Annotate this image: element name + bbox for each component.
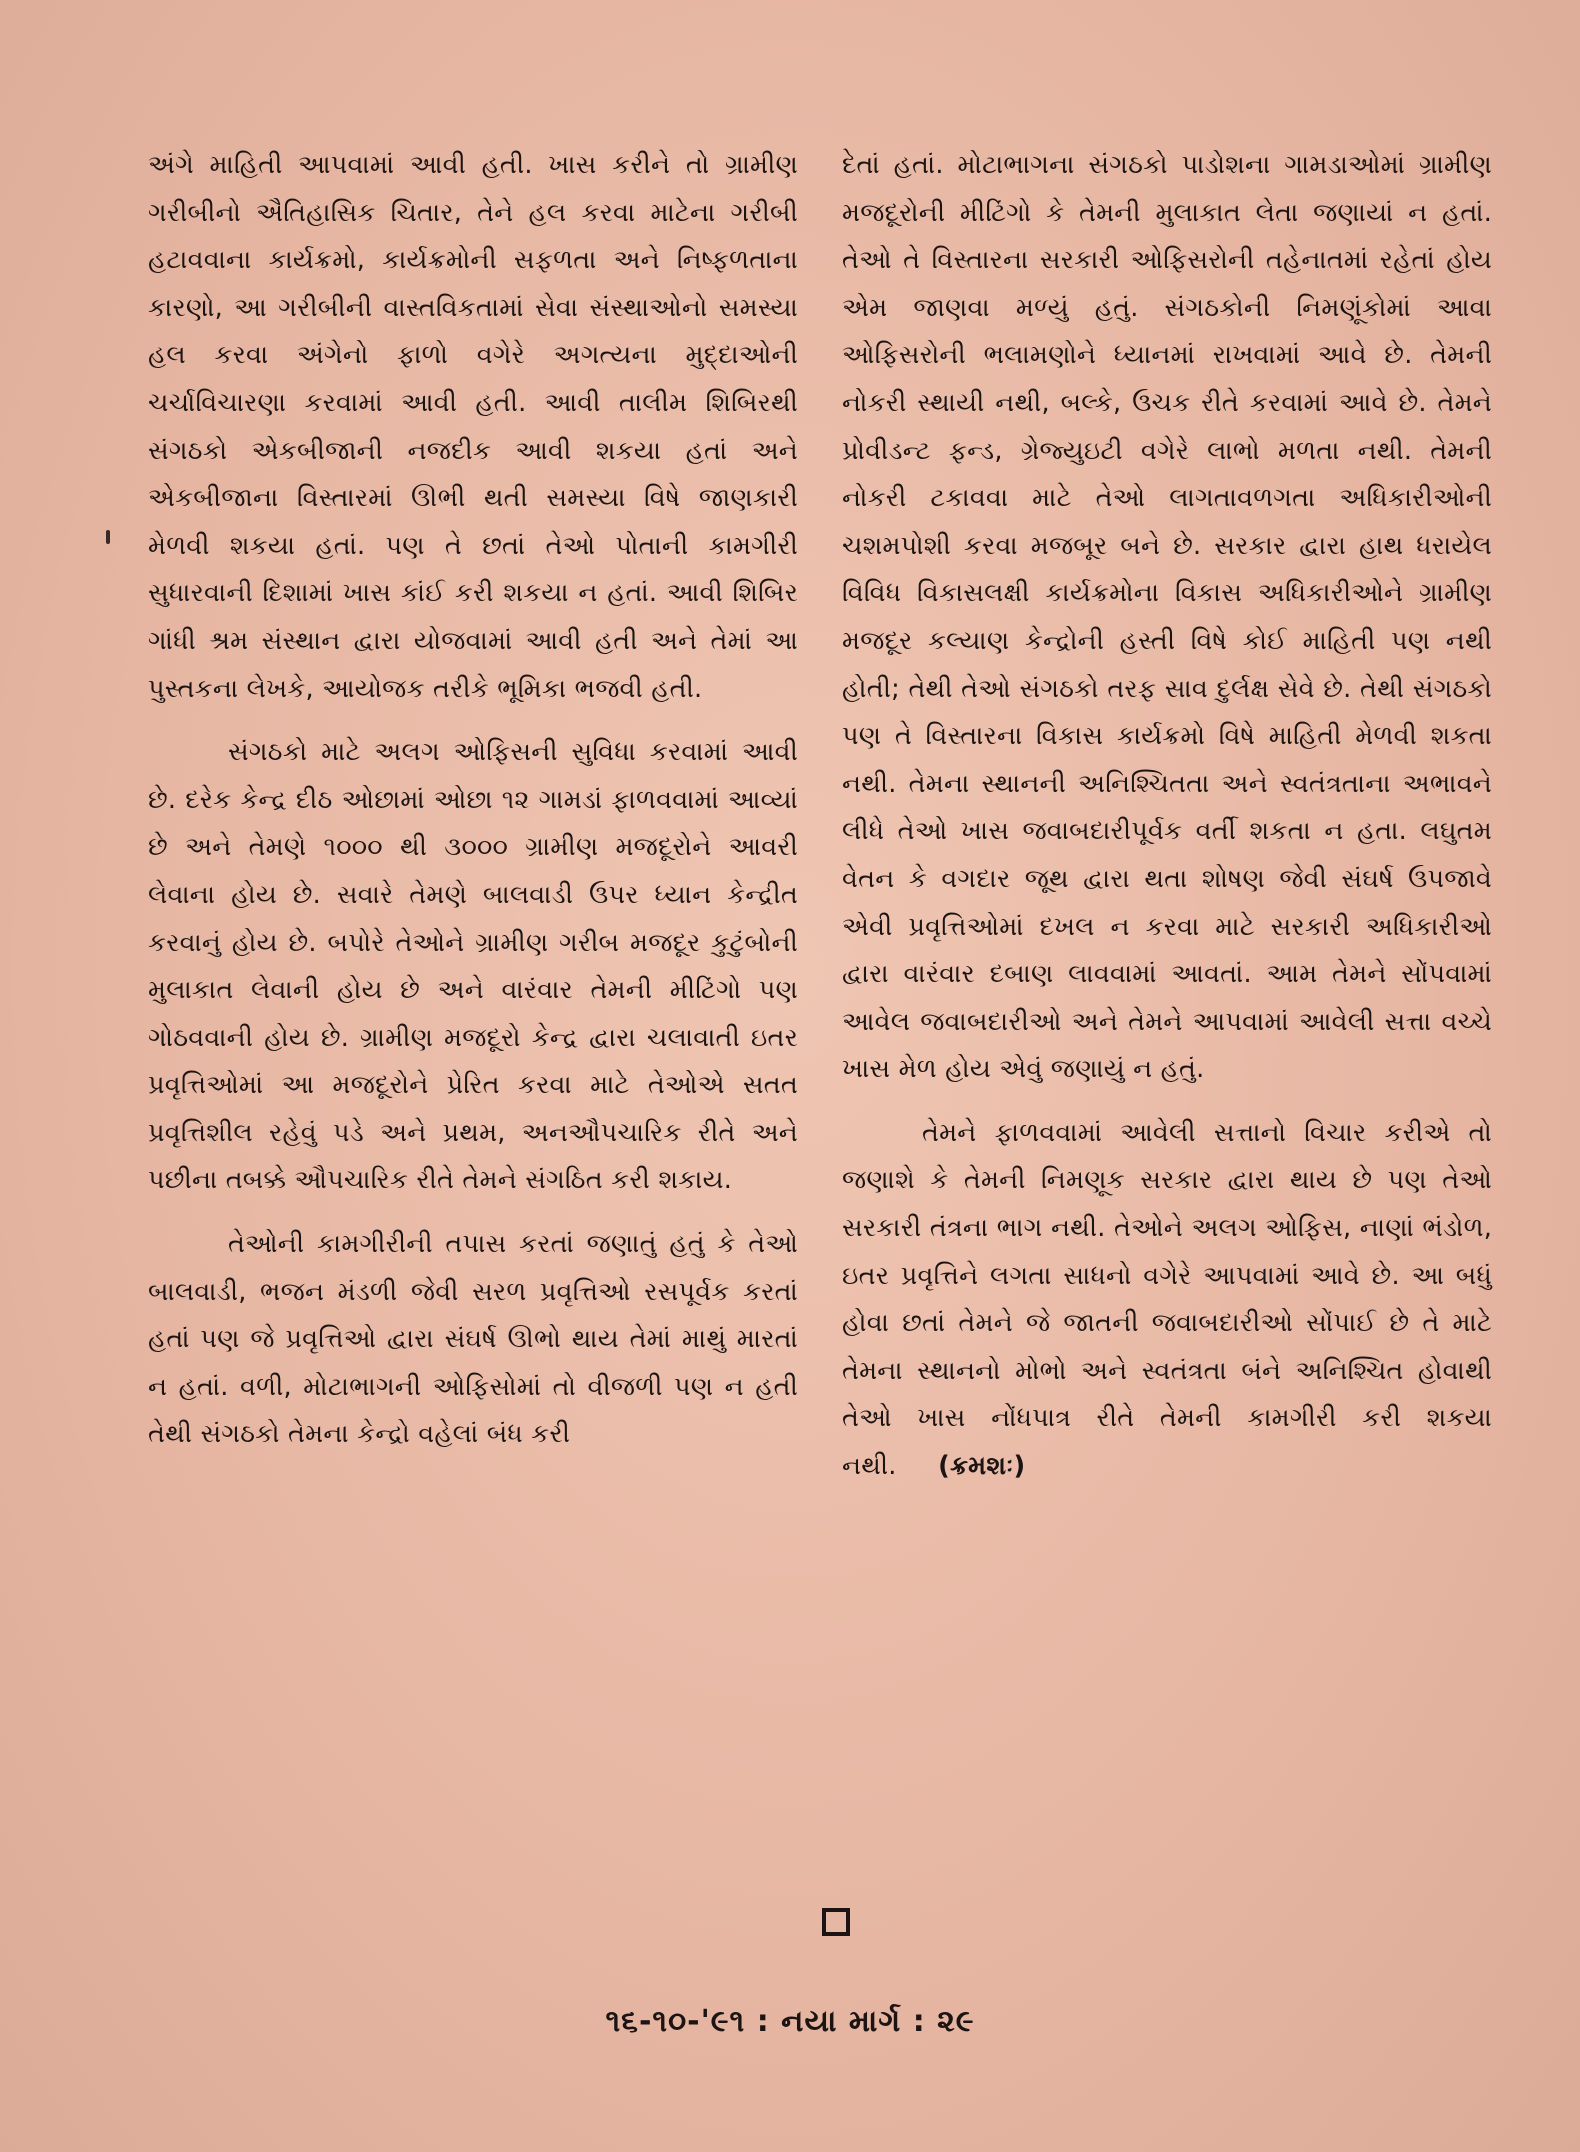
continued-label: (ક્રમશઃ): [938, 1451, 1026, 1482]
binding-mark: [106, 530, 110, 544]
left-paragraph-1: અંગે માહિતી આપવામાં આવી હતી. ખાસ કરીને તો ગ્રામીણ ગરીબીનો ઐતિહાસિક ચિતાર, તેને હલ કરવા માટેના ગરીબી હટાવવાના કાર્યક્રમો, કાર્યક્રમોની સફળતા અને નિષ્ફળતાના કારણો, આ ગરીબીની વાસ્તવિકતામાં સેવા સંસ્થાઓનો સમસ્યા હલ કરવા અંગેનો ફાળો વગેરે અગત્યના મુદ્દાઓની ચર્ચાવિચારણા કરવામાં આવી હતી. આવી તાલીમ શિબિરથી સંગઠકો એકબીજાની નજદીક આવી શકયા હતાં અને એકબીજાના વિસ્તારમાં ઊભી થતી સમસ્યા વિષે જાણકારી મેળવી શકયા હતાં. પણ તે છતાં તેઓ પોતાની કામગીરી સુધારવાની દિશામાં ખાસ કાંઈ કરી શકયા ન હતાં. આવી શિબિર ગાંધી શ્રમ સંસ્થાન દ્વારા યોજવામાં આવી હતી અને તેમાં આ પુસ્તકના લેખકે, આયોજક તરીકે ભૂમિકા ભજવી હતી.: [148, 150, 798, 704]
page-footer: ૧૬-૧૦-'૯૧ : નયા માર્ગ : ૨૯: [605, 2004, 975, 2039]
left-column: [148, 142, 798, 1459]
right-paragraph-2: [842, 1110, 1492, 1491]
right-column: [842, 142, 1492, 1491]
left-paragraph-2: સંગઠકો માટે અલગ ઓફિસની સુવિધા કરવામાં આવી છે. દરેક કેન્દ્ર દીઠ ઓછામાં ઓછા ૧૨ ગામડાં ફાળવવામાં આવ્યાં છે અને તેમણે ૧૦૦૦ થી ૩૦૦૦ ગ્રામીણ મજદૂરોને આવરી લેવાના હોય છે. સવારે તેમણે બાલવાડી ઉપર ધ્યાન કેન્દ્રીત કરવાનું હોય છે. બપોરે તેઓને ગ્રામીણ ગરીબ મજદૂર કુટુંબોની મુલાકાત લેવાની હોય છે અને વારંવાર તેમની મીટિંગો પણ ગોઠવવાની હોય છે. ગ્રામીણ મજદૂરો કેન્દ્ર દ્વારા ચલાવાતી ઇતર પ્રવૃત્તિઓમાં આ મજદૂરોને પ્રેરિત કરવા માટે તેઓએ સતત પ્રવૃત્તિશીલ રહેવું પડે અને પ્રથમ, અનઔપચારિક રીતે અને પછીના તબક્કે ઔપચારિક રીતે તેમને સંગઠિત કરી શકાય.: [148, 737, 798, 1196]
end-of-article-box: [822, 1908, 850, 1936]
left-paragraph-3: તેઓની કામગીરીની તપાસ કરતાં જણાતું હતું કે તેઓ બાલવાડી, ભજન મંડળી જેવી સરળ પ્રવૃત્તિઓ રસપૂર્વક કરતાં હતાં પણ જે પ્રવૃત્તિઓ દ્વારા સંઘર્ષ ઊભો થાય તેમાં માથું મારતાં ન હતાં. વળી, મોટાભાગની ઓફિસોમાં તો વીજળી પણ ન હતી તેથી સંગઠકો તેમના કેન્દ્રો વહેલાં બંધ કરી: [148, 1229, 798, 1450]
right-paragraph-1: દેતાં હતાં. મોટાભાગના સંગઠકો પાડોશના ગામડાઓમાં ગ્રામીણ મજદૂરોની મીટિંગો કે તેમની મુલાકાત લેતા જણાયાં ન હતાં. તેઓ તે વિસ્તારના સરકારી ઓફિસરોની તહેનાતમાં રહેતાં હોય એમ જાણવા મળ્યું હતું. સંગઠકોની નિમણૂંકોમાં આવા ઓફિસરોની ભલામણોને ધ્યાનમાં રાખવામાં આવે છે. તેમની નોકરી સ્થાયી નથી, બલ્કે, ઉચક રીતે કરવામાં આવે છે. તેમને પ્રોવીડન્ટ ફન્ડ, ગ્રેજ્યુઇટી વગેરે લાભો મળતા નથી. તેમની નોકરી ટકાવવા માટે તેઓ લાગતાવળગતા અધિકારીઓની ચશમપોશી કરવા મજબૂર બને છે. સરકાર દ્વારા હાથ ધરાયેલ વિવિધ વિકાસલક્ષી કાર્યક્રમોના વિકાસ અધિકારીઓને ગ્રામીણ મજદૂર કલ્યાણ કેન્દ્રોની હસ્તી વિષે કોઈ માહિતી પણ નથી હોતી; તેથી તેઓ સંગઠકો તરફ સાવ દુર્લક્ષ સેવે છે. તેથી સંગઠકો પણ તે વિસ્તારના વિકાસ કાર્યક્રમો વિષે માહિતી મેળવી શકતા નથી. તેમના સ્થાનની અનિશ્ચિતતા અને સ્વતંત્રતાના અભાવને લીધે તેઓ ખાસ જવાબદારીપૂર્વક વર્તી શકતા ન હતા. લઘુતમ વેતન કે વગદાર જૂથ દ્વારા થતા શોષણ જેવી સંઘર્ષ ઉપજાવે એવી પ્રવૃત્તિઓમાં દખલ ન કરવા માટે સરકારી અધિકારીઓ દ્વારા વારંવાર દબાણ લાવવામાં આવતાં. આમ તેમને સોંપવામાં આવેલ જવાબદારીઓ અને તેમને આપવામાં આવેલી સત્તા વચ્ચે ખાસ મેળ હોય એવું જણાયું ન હતું.: [842, 150, 1492, 1085]
right-paragraph-2-text: તેમને ફાળવવામાં આવેલી સત્તાનો વિચાર કરીએ તો જણાશે કે તેમની નિમણૂક સરકાર દ્વારા થાય છે પણ તેઓ સરકારી તંત્રના ભાગ નથી. તેઓને અલગ ઓફિસ, નાણાં ભંડોળ, ઇતર પ્રવૃત્તિને લગતા સાધનો વગેરે આપવામાં આવે છે. આ બધું હોવા છતાં તેમને જે જાતની જવાબદારીઓ સોંપાઈ છે તે માટે તેમના સ્થાનનો મોભો અને સ્વતંત્રતા બંને અનિશ્ચિત હોવાથી તેઓ ખાસ નોંધપાત્ર રીતે તેમની કામગીરી કરી શકયા નથી.: [842, 1117, 1492, 1482]
